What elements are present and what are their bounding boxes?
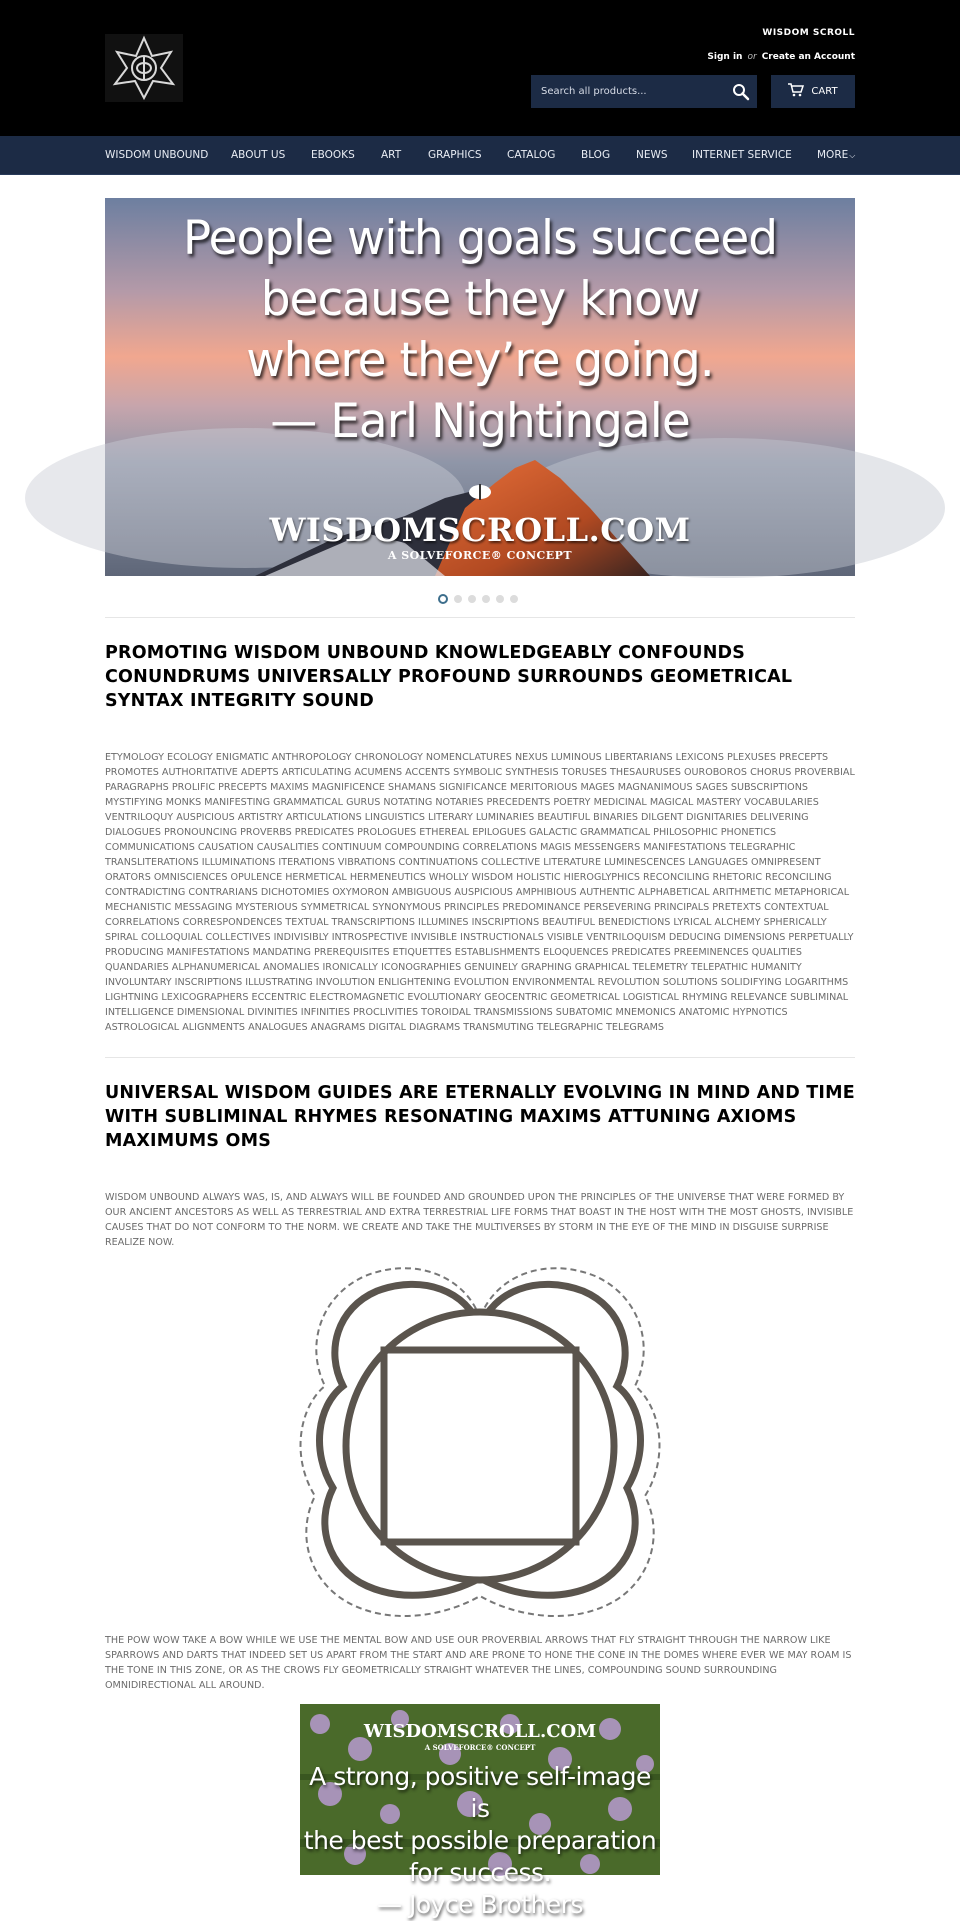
quote-image-line: the best possible preparation <box>303 1826 657 1855</box>
nav-item-internet-service[interactable]: INTERNET SERVICE <box>692 149 792 161</box>
nav-item-art[interactable]: ART <box>381 149 402 161</box>
quote-image-brand: WISDOMSCROLL.COM <box>363 1721 597 1742</box>
slider-dot[interactable] <box>468 595 476 603</box>
section-body: WISDOM UNBOUND ALWAYS WAS, IS, AND ALWAYS WILL BE FOUNDED AND GROUNDED UPON THE PRINCIPLES OF THE UNIVERSE THAT WERE FORMED BY OUR ANCIENT ANCESTORS AS WELL AS TERRESTRIAL AND EXTRA TERRESTRIAL LIFE FORMS THAT BOAST IN THE HOST WITH THE MOST GHOSTS, INVISIBLE CAUSES THAT DO NOT CONFORM TO THE NORM. WE CREATE AND TAKE THE MULTIVERSES BY STORM IN THE EYE OF THE MIND IN DISGUISE SURPRISE REALIZE NOW. <box>105 1192 854 1248</box>
chevron-down-icon: ⌵ <box>849 151 856 160</box>
hero-quote-line: because they know <box>260 272 700 327</box>
nav-more-label: MORE <box>817 149 849 161</box>
divider <box>105 1057 855 1058</box>
create-account-link[interactable]: Create an Account <box>761 52 855 62</box>
cart-button[interactable] <box>771 75 855 108</box>
quote-image[interactable] <box>300 1704 660 1919</box>
hero-slide[interactable] <box>105 198 855 576</box>
search-form <box>531 75 757 108</box>
slider-dot[interactable] <box>454 595 462 603</box>
search-icon[interactable] <box>732 83 750 101</box>
emblem-icon <box>465 482 495 502</box>
slider-dot[interactable] <box>496 595 504 603</box>
nav-item-blog[interactable]: BLOG <box>581 149 611 161</box>
hero-subtitle: A SOLVEFORCE® CONCEPT <box>387 549 573 562</box>
or-text: or <box>747 52 757 62</box>
main-nav <box>0 136 960 175</box>
cart-label: CART <box>811 86 838 97</box>
store-logo[interactable] <box>105 34 183 102</box>
slider-dots <box>438 594 518 604</box>
hero-quote-line: People with goals succeed <box>182 211 778 266</box>
nav-item-wisdom-unbound[interactable]: WISDOM UNBOUND <box>105 149 209 161</box>
account-links <box>707 52 855 62</box>
section-heading: UNIVERSAL WISDOM GUIDES ARE ETERNALLY EVOLVING IN MIND AND TIME WITH SUBLIMINAL RHYMES RESONATING MAXIMS ATTUNING AXIOMS MAXIMUMS OMS <box>105 1083 855 1151</box>
search-input[interactable] <box>532 76 722 107</box>
chakra-symbol-image <box>295 1256 665 1626</box>
nav-item-ebooks[interactable]: EBOOKS <box>311 149 355 161</box>
quote-image-line: A strong, positive self-image is <box>309 1762 651 1823</box>
slider-dot[interactable] <box>482 595 490 603</box>
divider <box>105 617 855 618</box>
hero-quote <box>105 208 855 452</box>
cart-icon <box>788 83 804 100</box>
sign-in-link[interactable]: Sign in <box>707 52 743 62</box>
hero-brand: WISDOMSCROLL.COM <box>269 511 691 549</box>
slider-dot[interactable] <box>510 595 518 603</box>
section-heading: PROMOTING WISDOM UNBOUND KNOWLEDGEABLY CONFOUNDS CONUNDRUMS UNIVERSALLY PROFOUND SURROUNDS GEOMETRICAL SYNTAX INTEGRITY SOUND <box>105 643 793 711</box>
store-name[interactable]: WISDOM SCROLL <box>762 28 855 38</box>
section-body: ETYMOLOGY ECOLOGY ENIGMATIC ANTHROPOLOGY CHRONOLOGY NOMENCLATURES NEXUS LUMINOUS LIBERTARIANS LEXICONS PLEXUSES PRECEPTS PROMOTES AUTHORITATIVE ADEPTS ARTICULATING ACUMENS ACCENTS SYMBOLIC SYNTHESIS TORUSES THESAURUSES OUROBOROS CHORUS PROVERBIAL PARAGRAPHS PROLIFIC PRECEPTS MAXIMS MAGNIFICENCE SHAMANS SIGNIFICANCE MERITORIOUS MAGES MAGNANIMOUS SAGES SUBSCRIPTIONS MYSTIFYING MONKS MANIFESTING GRAMMATICAL GURUS NOTATING NOTARIES PRECEDENTS POETRY MEDICINAL MAGICAL MASTERY VOCABULARIES VENTRILOQUY AUSPICIOUS ARTISTRY ARTICULATIONS LINGUISTICS LITERARY LUMINARIES BEAUTIFUL BINARIES DILGENT DIGNITARIES DELIVERING DIALOGUES PRONOUNCING PROVERBS PREDICATES PROLOGUES ETHEREAL EPILOGUES GALACTIC GRAMMATICAL PHILOSOPHIC PHONETICS COMMUNICATIONS CAUSATION CAUSALITIES CONTINUUM COMPOUNDING CORRELATIONS MAGIS MESSENGERS MANIFESTATIONS TELEGRAPHIC TRANSLITERATIONS ILLUMINATIONS ITERATIONS VIBRATIONS CONTINUATIONS COLLECTIVE LITERATURE LUMINESCENCES LANGUAGES OMNIPRESENT ORATORS OMNISCIENCES OPULENCE HERMETICAL HERMENEUTICS WHOLLY WISDOM HOLISTIC HIEROGLYPHICS RECONCILING RHETORIC RECONCILING CONTRADICTING CONTRARIANS DICHOTOMIES OXYMORON AMBIGUOUS AUSPICIOUS AMPHIBIOUS AUTHENTIC ALPHABETICAL ARITHMETIC METAPHORICAL MECHANISTIC MESSAGING MYSTERIOUS SYMMETRICAL SYNONYMOUS PRINCIPLES PREDOMINANCE PERSEVERING PRINCIPALS PRETEXTS CONTEXTUAL CORRELATIONS CORRESPONDENCES TEXTUAL TRANSCRIPTIONS ILLUMINES INSCRIPTIONS BEAUTIFUL BENEDICTIONS LYRICAL ALCHEMY SPHERICALLY SPIRAL COLLOQUIAL COLLECTIVES INDIVISIBLY INTROSPECTIVE INVISIBLE INSTRUCTIONALS VISIBLE VENTRILOQUISM DEDUCING DIMENSIONS PERPETUALLY PRODUCING MANIFESTATIONS MANDATING PREREQUISITES ETIQUETTES ESTABLISHMENTS ELOQUENCES PREDICATES PREEMINENCES QUALITIES QUANDARIES ALPHANUMERICAL ANOMALIES IRONICALLY ICONOGRAPHIES GENUINELY GRAPHING GRAPHICAL TELEMETRY TELEPATHIC HUMANITY INVOLUNTARY INSCRIPTIONS ILLUSTRATING INVOLUTION ENLIGHTENING EVOLUTION ENVIRONMENTAL REVOLUTION SOLUTIONS SOLIDIFYING LOGARITHMS LIGHTNING LEXICOGRAPHERS ECCENTRIC ELECTROMAGNETIC EVOLUTIONARY GEOCENTRIC GEOMETRICAL LOGISTICAL RHYMING RELEVANCE SUBLIMINAL INTELLIGENCE DIMENSIONAL DIVINITIES INFINITIES PROCLIVITIES TOROIDAL TRANSMISSIONS SUBATOMIC MNEMONICS ANATOMIC HYPNOTICS ASTROLOGICAL ALIGNMENTS ANALOGUES ANAGRAMS DIGITAL DIAGRAMS TRANSMUTING TELEGRAPHIC TELEGRAMS <box>105 752 855 1033</box>
nav-item-graphics[interactable]: GRAPHICS <box>428 149 482 161</box>
nav-item-about-us[interactable]: ABOUT US <box>231 149 286 161</box>
nav-item-catalog[interactable]: CATALOG <box>507 149 556 161</box>
quote-image-text <box>300 1761 660 1921</box>
nav-item-news[interactable]: NEWS <box>636 149 668 161</box>
hero-quote-line: — Earl Nightingale <box>270 394 690 449</box>
hero-quote-line: where they’re going. <box>246 333 714 388</box>
nav-item-more[interactable] <box>817 149 855 161</box>
site-header <box>0 0 960 136</box>
quote-image-line: — Joyce Brothers <box>377 1890 583 1919</box>
section-body: THE POW WOW TAKE A BOW WHILE WE USE THE MENTAL BOW AND USE OUR PROVERBIAL ARROWS THAT FLY STRAIGHT THROUGH THE NARROW LIKE SPARROWS AND DARTS THAT INDEED SET US APART FROM THE START AND ARE PRONE TO HONE THE CONE IN THE DOMES WHERE EVER WE MAY ROAM IS THE TONE IN THIS ZONE, OR AS THE CROWS FLY GEOMETRICALLY STRAIGHT WHATEVER THE LINES, COMPOUNDING SOUND SURROUNDING OMNIDIRECTIONAL ALL AROUND. <box>105 1635 852 1691</box>
quote-image-line: for success. <box>408 1858 552 1887</box>
quote-image-subtitle: A SOLVEFORCE® CONCEPT <box>424 1743 536 1752</box>
slider-dot-active[interactable] <box>438 594 448 604</box>
